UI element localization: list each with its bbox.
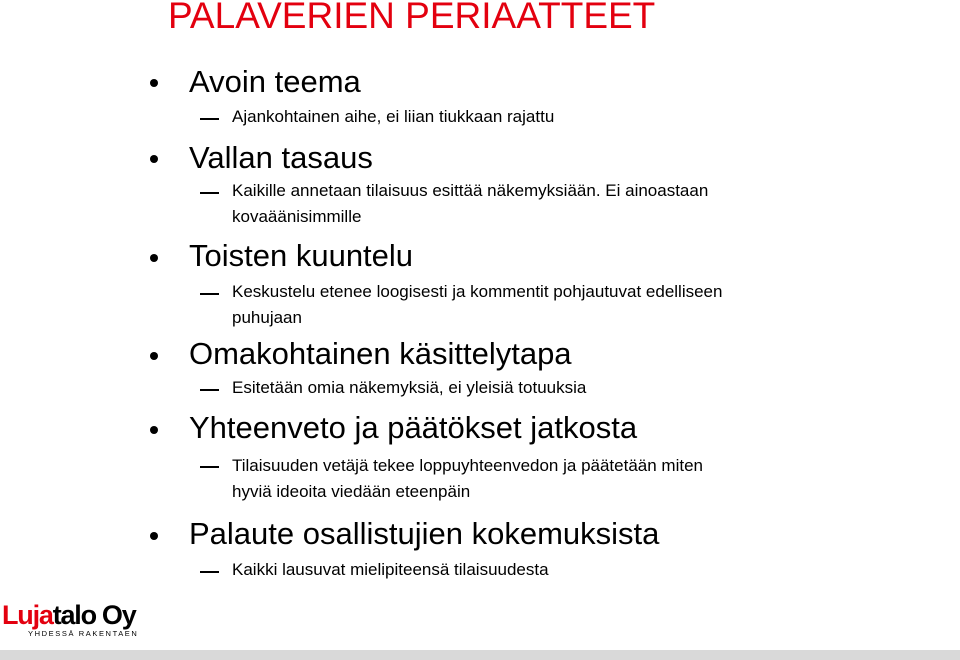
dash-icon (200, 389, 219, 391)
dash-icon (200, 293, 219, 295)
footer-band (0, 650, 960, 660)
bullet-icon (150, 352, 158, 360)
dash-icon (200, 118, 219, 120)
bullet-icon (150, 79, 158, 87)
section-text: puhujaan (232, 308, 302, 327)
section-text: Ajankohtainen aihe, ei liian tiukkaan rajattu (232, 107, 555, 126)
section-text: hyviä ideoita viedään eteenpäin (232, 482, 471, 501)
section-text: Esitetään omia näkemyksiä, ei yleisiä totuuksia (232, 378, 587, 397)
section-heading: Vallan tasaus (189, 140, 373, 175)
section-text: Keskustelu etenee loogisesti ja kommentit pohjautuvat edelliseen (232, 282, 723, 301)
section-heading: Palaute osallistujien kokemuksista (189, 516, 660, 551)
bullet-icon (150, 155, 158, 163)
logo-wordmark (2, 600, 137, 630)
dash-icon (200, 466, 219, 468)
logo-tagline: YHDESSÄ RAKENTAEN (28, 629, 139, 638)
dash-icon (200, 192, 219, 194)
logo-wordmark-oy: Oy (101, 600, 136, 630)
lujatalo-logo (2, 598, 160, 640)
section-text: Kaikille annetaan tilaisuus esittää näkemyksiään. Ei ainoastaan (232, 181, 709, 200)
bullet-icon (150, 532, 158, 540)
section-text: Tilaisuuden vetäjä tekee loppuyhteenvedon ja päätetään miten (232, 456, 703, 475)
bullet-icon (150, 254, 158, 262)
section-heading: Yhteenveto ja päätökset jatkosta (189, 410, 638, 445)
logo-wordmark-talo: talo (52, 600, 96, 630)
logo-wordmark-luja: Luja (2, 600, 53, 630)
dash-icon (200, 571, 219, 573)
section-heading: Toisten kuuntelu (189, 238, 414, 273)
section-text: kovaäänisimmille (232, 207, 362, 226)
bullet-icon (150, 426, 158, 434)
section-heading: Avoin teema (189, 64, 361, 99)
section-text: Kaikki lausuvat mielipiteensä tilaisuudesta (232, 560, 549, 579)
slide-title: PALAVERIEN PERIAATTEET (168, 0, 656, 36)
section-heading: Omakohtainen käsittelytapa (189, 336, 572, 371)
